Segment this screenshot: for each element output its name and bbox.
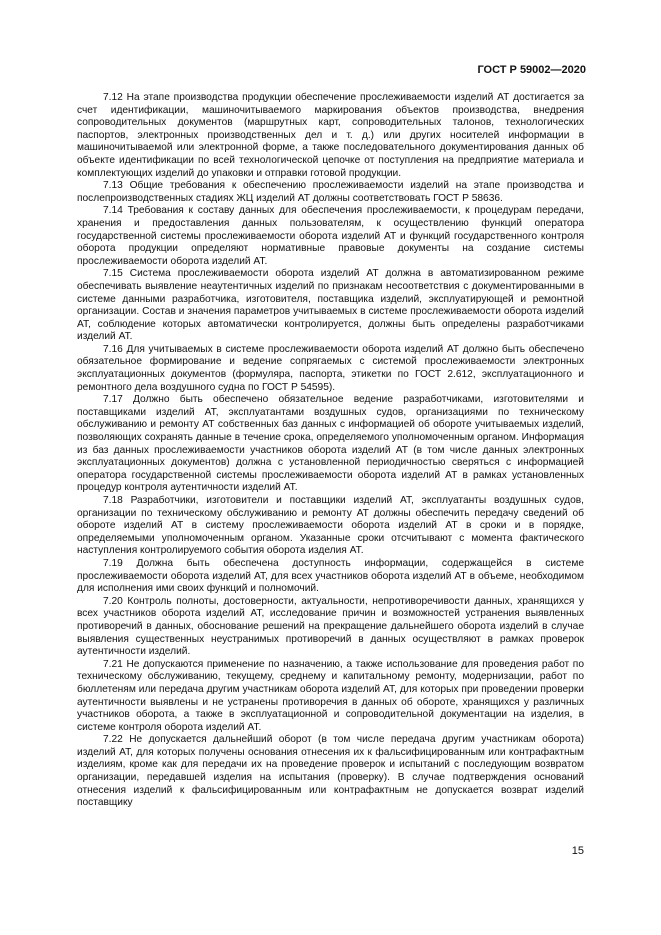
document-body — [77, 92, 584, 810]
paragraph-7-22: 7.22 Не допускается дальнейший оборот (в том числе передача другим участникам оборота) изделий АТ, для которых получены основания отнесения их к фальсифицированным или контрафактным изделиям, кроме как для передачи их на проведение проверок и испытаний с последующим возвратом организации, передавшей изделия на испытания (проверку). В случае подтверждения оснований отнесения изделий к фальсифицированным или контрафактным не допускается возврат изделий поставщику — [77, 734, 584, 809]
paragraph-7-13: 7.13 Общие требования к обеспечению прослеживаемости изделий на этапе производства и послепроизводственных стадиях ЖЦ изделий АТ должны соответствовать ГОСТ Р 58636. — [77, 180, 584, 204]
paragraph-7-15: 7.15 Система прослеживаемости оборота изделий АТ должна в автоматизированном режиме обеспечивать выявление неаутентичных изделий по признакам несоответствия с документированными в системе данными разработчика, изготовителя, поставщика изделий, эксплуатирующей и ремонтной организации. Состав и значения параметров учитываемых в системе прослеживаемости оборота изделий АТ, соблюдение которых автоматически контролируется, должны быть определены разработчиками изделий АТ. — [77, 268, 584, 343]
paragraph-7-18: 7.18 Разработчики, изготовители и поставщики изделий АТ, эксплуатанты воздушных судов, организации по техническому обслуживанию и ремонту АТ должны обеспечить передачу сведений об обороте изделий АТ в систему прослеживаемости оборота изделий АТ в сроки и в порядке, определяемыми уполномоченным органом. Указанные сроки отсчитывают с момента фактического наступления контролируемого события оборота изделия АТ. — [77, 495, 584, 557]
paragraph-7-14: 7.14 Требования к составу данных для обеспечения прослеживаемости, к процедурам передачи, хранения и предоставления данных пользователям, к осуществлению функций оператора государственной системы прослеживаемости оборота изделий АТ и функций государственного контроля оборота продукции определяют нормативные правовые документы на создание системы прослеживаемости оборота изделий АТ. — [77, 205, 584, 267]
paragraph-7-17: 7.17 Должно быть обеспечено обязательное ведение разработчиками, изготовителями и поставщиками изделий АТ, эксплуатантами воздушных судов, организациями по техническому обслуживанию и ремонту АТ собственных баз данных с информацией об обороте учитываемых изделий, позволяющих сохранять данные в течение срока, определяемого уполномоченным органом. Информация из баз данных прослеживаемости участников оборота изделий АТ (в том числе данных электронных эксплуатационных документов) должна с установленной периодичностью сверяться с информацией оператора государственной системы прослеживаемости оборота изделий АТ в рамках установленных процедур контроля аутентичности изделий АТ. — [77, 394, 584, 494]
paragraph-7-16: 7.16 Для учитываемых в системе прослеживаемости оборота изделий АТ должно быть обеспечено обязательное формирование и ведение сопрягаемых с системой прослеживаемости электронных эксплуатационных документов (формуляра, паспорта, этикетки по ГОСТ 2.612, эксплуатационного и ремонтного дела воздушного судна по ГОСТ Р 54595). — [77, 343, 584, 393]
paragraph-7-20: 7.20 Контроль полноты, достоверности, актуальности, непротиворечивости данных, хранящихся у всех участников оборота изделий АТ, исследование причин и возможностей устранения выявленных противоречий в данных, обоснование решений на прекращение дальнейшего оборота изделий в случае выявления существенных неустранимых противоречий в данных осуществляют в рамках проверок аутентичности изделий. — [77, 595, 584, 658]
paragraph-7-12: 7.12 На этапе производства продукции обеспечение прослеживаемости изделий АТ достигается за счет идентификации, машиночитываемого маркирования объектов производства, внедрения сопроводительных документов (маршрутных карт, сопроводительных талонов, технологических паспортов, электронных производственных дел и т. д.) или других носителей информации в машиночитываемой или электронной форме, а также последовательного документирования данных об объекте идентификации по всей технологической цепочке от поступления на предприятие материала и комплектующих изделий до упаковки и отправки готовой продукции. — [77, 92, 584, 179]
paragraph-7-21: 7.21 Не допускаются применение по назначению, а также использование для проведения работ по техническому обслуживанию, текущему, среднему и капитальному ремонту, модернизации, работ по бюллетеням или передача другим участникам оборота изделий АТ, для которых при проведении проверки аутентичности выявлены и не устранены противоречия в данных об обороте, хранящихся у различных участников оборота, а также в эксплуатационной и сопроводительной документации на изделия, в системе контроля оборота изделий АТ. — [77, 658, 584, 733]
paragraph-7-19: 7.19 Должна быть обеспечена доступность информации, содержащейся в системе прослеживаемости оборота изделий АТ, для всех участников оборота изделий АТ в объеме, необходимом для исполнения ими своих функций и полномочий. — [77, 557, 584, 595]
page-number: 15 — [571, 845, 584, 857]
document-code: ГОСТ Р 59002—2020 — [477, 64, 586, 76]
